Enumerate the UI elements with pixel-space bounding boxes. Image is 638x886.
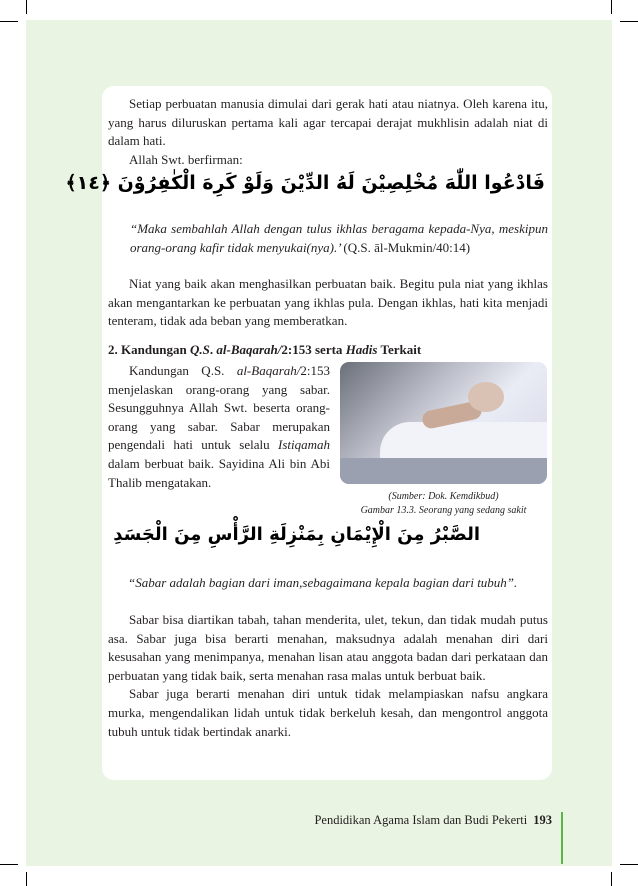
figure-caption-text: Gambar 13.3. Seorang yang sedang sakit [360,505,527,516]
section-qs: Q.S [190,342,210,357]
para4-start: Kandungan Q.S. [129,363,237,378]
intro-text [108,95,548,169]
para4-end: dalam berbuat baik. Sayidina Ali bin Abi Thalib mengatakan. [108,455,330,490]
section-heading: 2. Kandungan Q.S. al-Baqarah/2:153 serta Hadis Terkait [108,342,422,357]
section-hadis: Hadis [345,342,378,357]
section-verse: 2:153 [281,342,312,357]
figure-caption [340,490,547,518]
crop-mark [26,0,27,14]
intro-paragraph: Setiap perbuatan manusia dimulai dari gerak hati atau niatnya. Oleh karena itu, yang harus diluruskan pertama kali agar tercapai derajat mukhlisin adalah niat di dalam hati. [108,96,548,149]
crop-mark [611,0,612,14]
hadith-arabic: الصَّبْرُ مِنَ الْإِيْمَانِ بِمَنْزِلَةِ الرَّأْسِ مِنَ الْجَسَدِ [113,524,480,545]
quran-verse-arabic: فَادْعُوا اللّٰهَ مُخْلِصِيْنَ لَهُ الدِّيْنَ وَلَوْ كَرِهَ الْكٰفِرُوْنَ ﴿١٤﴾ [65,172,545,194]
crop-mark [611,872,612,886]
crop-mark [620,864,638,865]
verse-translation-text: “Maka sembahlah Allah dengan tulus ikhlas beragama kepada-Nya, meskipun orang-orang kafir tidak menyukai(nya).’ [130,221,548,255]
allah-berfirman: Allah Swt. berfirman: [129,151,243,167]
section-terkait: Terkait [380,342,422,357]
verse-translation [130,220,548,257]
sabar-definition: Sabar bisa diartikan tabah, tahan menderita, ulet, tekun, dan tidak mudah putus asa. Sabar juga bisa berarti menahan, maksudnya adalah menahan diri dari kesusahan yang menimpanya, menahan lisan atau anggota badan dari perkataan dan perbuatan yang tidak baik, serta menahan rasa malas untuk berbuat baik. [108,612,548,683]
hadith-translation: “Sabar adalah bagian dari iman,sebagaimana kepala bagian dari tubuh”. [128,575,518,590]
section-serta: serta [315,342,343,357]
sabar-intro-paragraph [108,362,330,492]
section-surah: al-Baqarah/ [216,342,282,357]
niat-text: Niat yang baik akan menghasilkan perbuatan baik. Begitu pula niat yang ikhlas akan mengantarkan ke perbuatan yang ikhlas pula. Dengan ikhlas, hati kita menjadi tenteram, tidak ada beban yang memberatkan. [108,276,548,329]
figure-source: (Sumber: Dok. Kemdikbud) [388,491,499,502]
istiqamah-term: Istiqamah [278,437,330,453]
section-word: Kandungan [121,342,187,357]
sick-person-photo [340,362,547,484]
photo-head [468,382,504,412]
para4-mid: 2:153 menjelaskan orang-orang yang sabar. Sesungguhnya Allah Swt. beserta orang-orang yang sabar. Sabar merupakan pengendali hati untuk selalu [108,363,330,453]
photo-bed-rail [340,458,547,484]
footer-accent-line [561,812,563,864]
crop-mark [0,864,18,865]
page-footer [300,813,552,828]
section-number: 2. [108,342,118,357]
page-number: 193 [533,813,552,827]
crop-mark [26,872,27,886]
para4-surah: al-Baqarah/ [236,363,301,378]
verse-reference: (Q.S. āl-Mukmin/40:14) [343,239,471,255]
niat-paragraph [108,275,548,331]
crop-mark [620,21,638,22]
crop-mark [0,21,18,22]
sabar-paragraphs [108,611,548,741]
sabar-restraint: Sabar juga berarti menahan diri untuk tidak melampiaskan nafsu angkara murka, mengendalikan lidah untuk tidak berkeluh kesah, dan mengontrol anggota tubuh untuk tidak bertindak anarki. [108,686,548,739]
book-title: Pendidikan Agama Islam dan Budi Pekerti [314,813,528,827]
